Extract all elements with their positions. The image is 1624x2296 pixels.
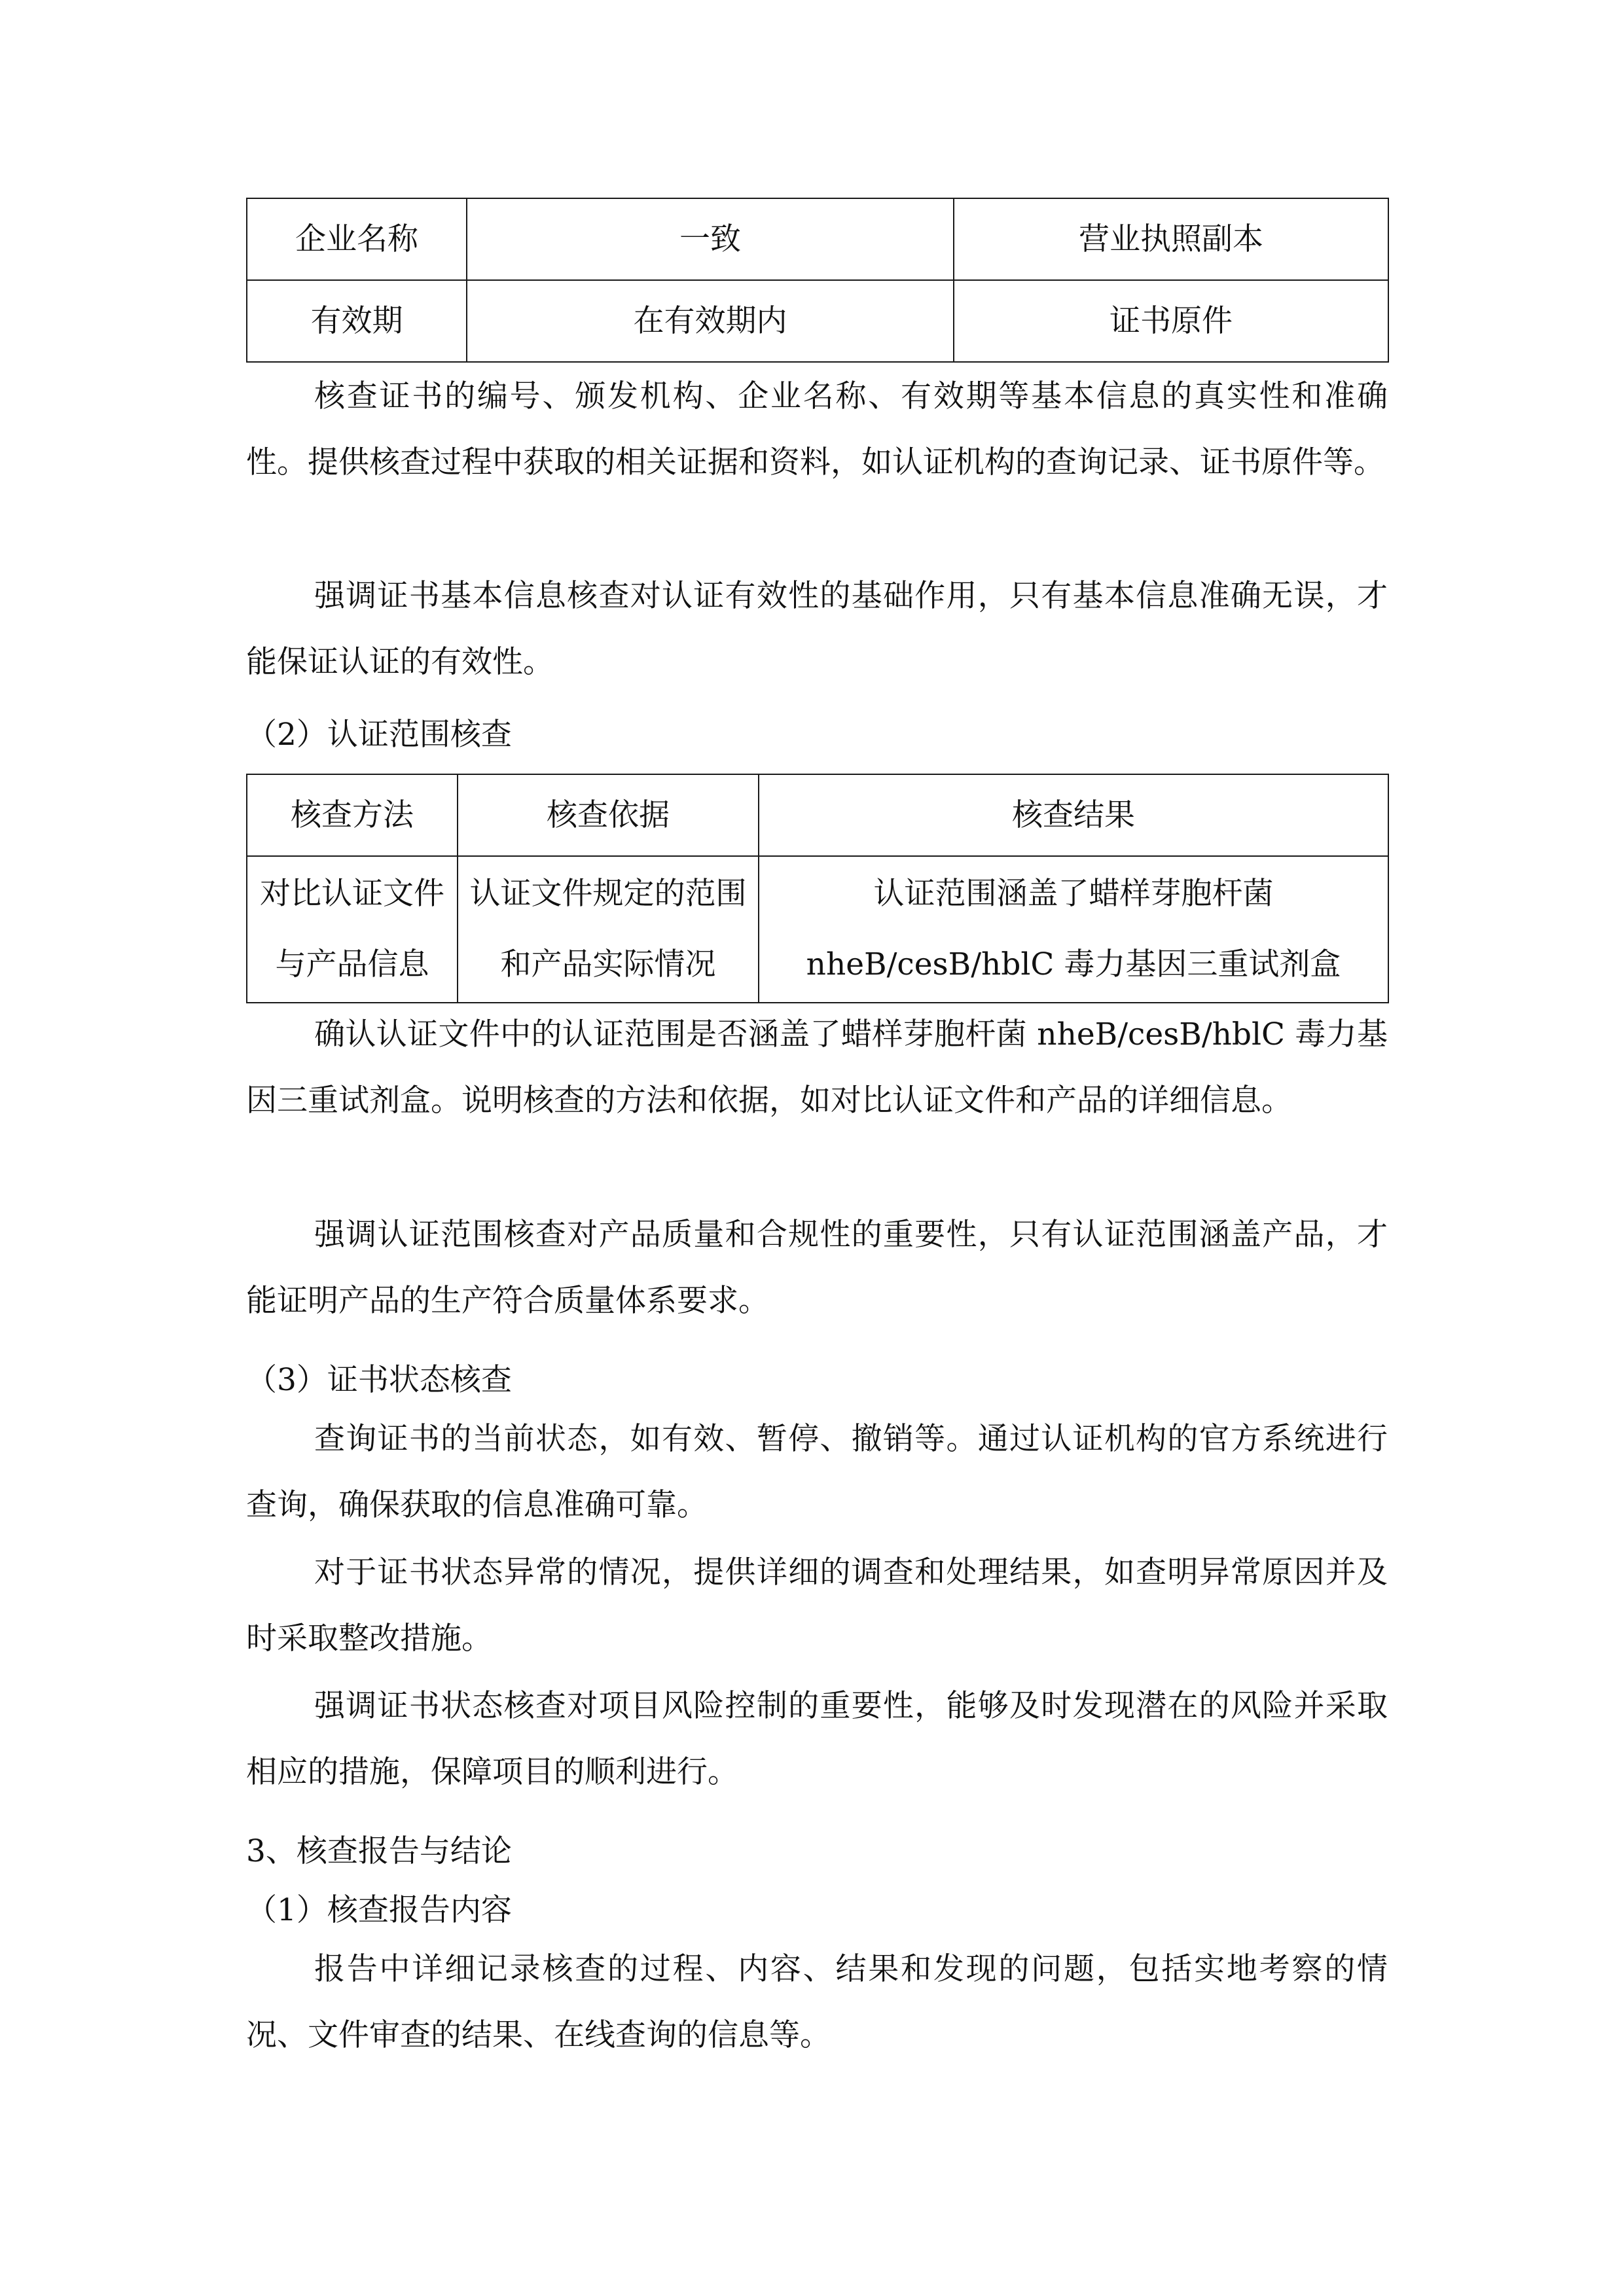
cell-line: 认证文件规定的范围 xyxy=(469,876,747,912)
paragraph-scope-emphasis: 强调认证范围核查对产品质量和合规性的重要性，只有认证范围涵盖产品，才能证明产品的生产符合质量体系要求。 xyxy=(246,1217,1388,1319)
table-cell: 有效期 xyxy=(247,280,467,362)
table-header-cell: 核查结果 xyxy=(759,774,1388,856)
paragraph-status-query: 查询证书的当前状态，如有效、暂停、撤销等。通过认证机构的官方系统进行查询，确保获取的信息准确可靠。 xyxy=(246,1421,1388,1523)
paragraph-basic-info-check: 核查证书的编号、颁发机构、企业名称、有效期等基本信息的真实性和准确性。提供核查过程中获取的相关证据和资料，如认证机构的查询记录、证书原件等。 xyxy=(246,378,1388,480)
cell-line: 认证范围涵盖了蜡样芽胞杆菌 xyxy=(873,876,1274,912)
table-row xyxy=(247,198,1388,280)
scope-check-table xyxy=(246,774,1389,1003)
table-cell: 一致 xyxy=(467,198,954,280)
paragraph-status-emphasis: 强调证书状态核查对项目风险控制的重要性，能够及时发现潜在的风险并采取相应的措施，保障项目的顺利进行。 xyxy=(246,1688,1388,1790)
table-header-row xyxy=(247,774,1388,856)
table-header-cell: 核查方法 xyxy=(247,774,458,856)
table-cell-result xyxy=(759,856,1388,1003)
table-cell-method xyxy=(247,856,458,1003)
cell-line: nheB/cesB/hblC 毒力基因三重试剂盒 xyxy=(806,946,1341,982)
cell-line: 和产品实际情况 xyxy=(500,946,716,982)
table-cell: 证书原件 xyxy=(954,280,1388,362)
heading-report-conclusion: 3、核查报告与结论 xyxy=(246,1833,512,1869)
table-cell-basis xyxy=(458,856,759,1003)
table-cell: 企业名称 xyxy=(247,198,467,280)
cell-line: 对比认证文件 xyxy=(260,876,444,912)
paragraph-status-abnormal: 对于证书状态异常的情况，提供详细的调查和处理结果，如查明异常原因并及时采取整改措施。 xyxy=(246,1554,1388,1657)
heading-scope-check: （2）认证范围核查 xyxy=(246,717,512,753)
heading-status-check: （3）证书状态核查 xyxy=(246,1362,512,1398)
cell-line: 与产品信息 xyxy=(275,946,429,982)
table-row xyxy=(247,856,1388,1003)
certificate-info-table xyxy=(246,198,1389,363)
paragraph-basic-info-emphasis: 强调证书基本信息核查对认证有效性的基础作用，只有基本信息准确无误，才能保证认证的有效性。 xyxy=(246,578,1388,680)
table-header-cell: 核查依据 xyxy=(458,774,759,856)
heading-report-content: （1）核查报告内容 xyxy=(246,1892,512,1928)
table-cell: 在有效期内 xyxy=(467,280,954,362)
table-row xyxy=(247,280,1388,362)
paragraph-report-detail: 报告中详细记录核查的过程、内容、结果和发现的问题，包括实地考察的情况、文件审查的结果、在线查询的信息等。 xyxy=(246,1951,1388,2053)
table-cell: 营业执照副本 xyxy=(954,198,1388,280)
paragraph-scope-confirm: 确认认证文件中的认证范围是否涵盖了蜡样芽胞杆菌 nheB/cesB/hblC 毒力基因三重试剂盒。说明核查的方法和依据，如对比认证文件和产品的详细信息。 xyxy=(246,1016,1388,1119)
